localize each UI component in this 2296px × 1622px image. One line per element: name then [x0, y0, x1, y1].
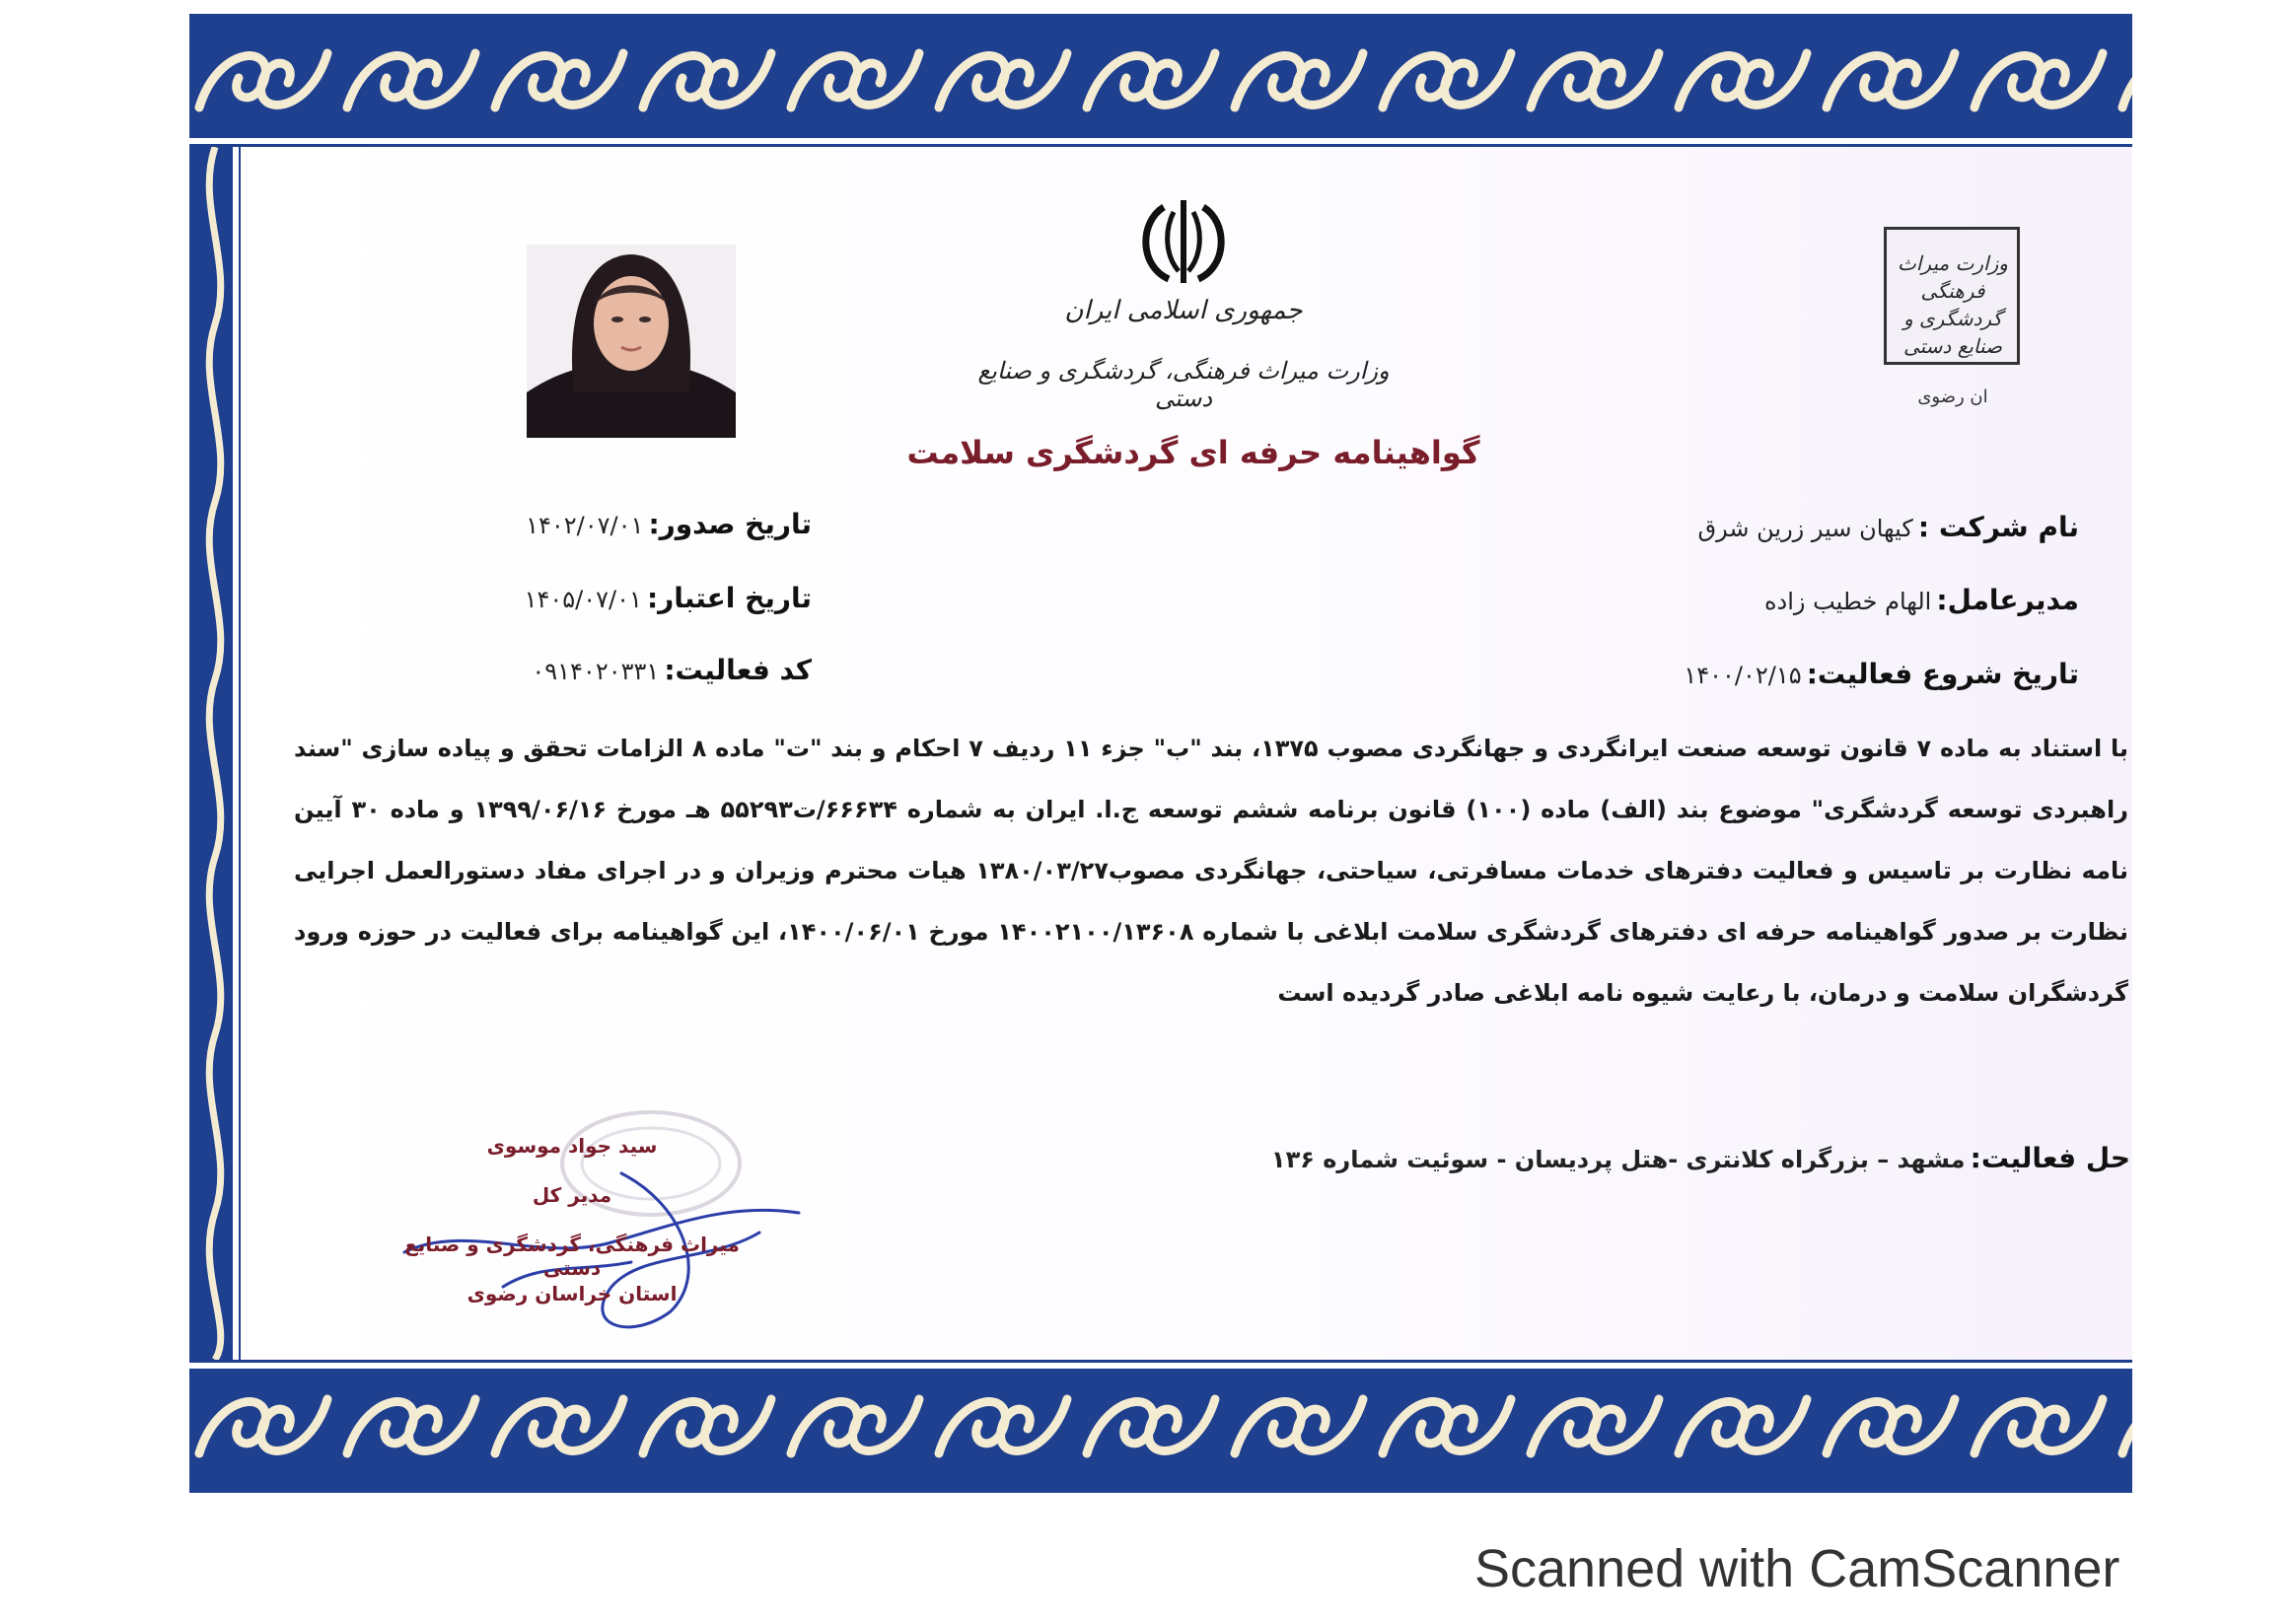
signatory-title: مدیر کل: [532, 1183, 612, 1207]
activity-code-value: ۰۹۱۴۰۲۰۳۳۱: [532, 658, 660, 685]
ministry-logo-subtitle: ان رضوی: [1917, 387, 1988, 407]
company-label: نام شرکت :: [1917, 511, 2079, 543]
start-date-value: ۱۴۰۰/۰۲/۱۵: [1684, 662, 1802, 689]
start-date-row: [1684, 658, 2079, 690]
signatory-name: سید جواد موسوی: [486, 1134, 658, 1158]
certificate-title: گواهینامه حرفه ای گردشگری سلامت: [906, 434, 1480, 471]
ornamental-border-top: [189, 14, 2132, 147]
company-value: کیهان سیر زرین شرق: [1697, 515, 1913, 542]
camscanner-watermark: Scanned with CamScanner: [1474, 1539, 2120, 1598]
issue-date-value: ۱۴۰۲/۰۷/۰۱: [526, 512, 644, 539]
iran-emblem-icon: [1134, 192, 1233, 291]
ornamental-border-left: [189, 147, 241, 1360]
valid-date-row: [525, 582, 812, 614]
signatory-org: میراث فرهنگی، گردشگری و صنایع دستی: [404, 1233, 740, 1280]
ceo-label: مدیرعامل:: [1936, 584, 2079, 616]
signatory-province: استان خراسان رضوی: [466, 1282, 678, 1305]
company-row: [1698, 511, 2079, 543]
ornamental-border-bottom: [189, 1360, 2132, 1493]
holder-photo: [527, 245, 736, 438]
activity-code-label: کد فعالیت:: [664, 654, 812, 686]
ceo-value: الهام خطیب زاده: [1763, 588, 1932, 615]
activity-code-row: [532, 654, 812, 686]
start-date-label: تاریخ شروع فعالیت:: [1806, 658, 2079, 690]
valid-date-value: ۱۴۰۵/۰۷/۰۱: [524, 586, 642, 613]
emblem-line2: وزارت میراث فرهنگی، گردشگری و صنایع دستی: [977, 357, 1390, 412]
activity-location-value: مشهد – بزرگراه کلانتری -هتل پردیسان - سوئیت شماره ۱۳۶: [1270, 1146, 1966, 1173]
ceo-row: [1764, 584, 2079, 616]
activity-location-label: حل فعالیت:: [1970, 1142, 2130, 1174]
issue-date-row: [526, 508, 812, 540]
ministry-logo: [1884, 227, 2020, 365]
certificate-body-text: با استناد به ماده ۷ قانون توسعه صنعت ایرانگردی و جهانگردی مصوب ۱۳۷۵، بند "ب" جزء ۱۱ ردیف ۷ احکام و بند "ت" ماده ۸ الزامات تحقق و پیاده سازی "سند راهبردی توسعه گردشگری" موضوع بند (الف) ماده (۱۰۰) قانون برنامه ششم توسعه ج.ا. ایران به شماره ۶۶۶۳۴/ت۵۵۲۹۳ هـ مورخ ۱۳۹۹/۰۶/۱۶ و ماده ۳۰ آیین نامه نظارت بر تاسیس و فعالیت دفترهای خدمات مسافرتی، سیاحتی، جهانگردی مصوب۱۳۸۰/۰۳/۲۷ هیات محترم وزیران و در اجرای مفاد دستورالعمل اجرایی نظارت بر صدور گواهینامه حرفه ای دفترهای گردشگری سلامت ابلاغی با شماره ۱۴۰۰۲۱۰۰/۱۳۶۰۸ مورخ ۱۴۰۰/۰۶/۰۱، این گواهینامه برای فعالیت در حوزه ورود گردشگران سلامت و درمان، با رعایت شیوه نامه ابلاغی صادر گردیده است: [294, 735, 2129, 1007]
ministry-logo-text: وزارت میراث فرهنگی گردشگری و صنایع دستی: [1898, 251, 2008, 358]
emblem-line1: جمهوری اسلامی ایران: [1064, 296, 1303, 325]
issue-date-label: تاریخ صدور:: [648, 508, 812, 540]
valid-date-label: تاریخ اعتبار:: [646, 582, 812, 614]
activity-location-row: [1271, 1142, 2130, 1174]
